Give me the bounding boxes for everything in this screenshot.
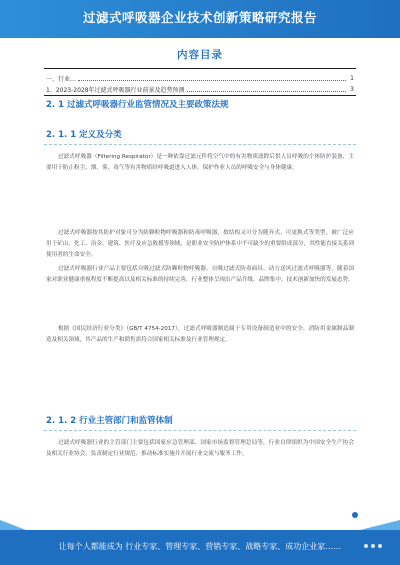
toc-leader <box>78 75 346 81</box>
footer-decoration-left <box>0 520 26 530</box>
page-marker-dot <box>352 512 358 518</box>
footer-slogan: 让每个人都能成为 行业专家、管理专家、营销专家、战略专家、成功企业家…… <box>58 542 342 551</box>
report-title: 过滤式呼吸器企业技术创新策略研究报告 <box>82 10 317 25</box>
toc-entry-label: 1、2023-2028年过滤式呼吸器行业前景及趋势预测 <box>46 86 185 94</box>
body-paragraph: 过滤式呼吸器按其防护对象可分为防颗粒物呼吸器和防毒呼吸器，按结构又可分为随弃式、可更换式等类型，被广泛应用于矿山、化工、冶金、建筑、医疗及应急救援等领域，是职业安全防护体系中不可缺少的重要组成部分，其性能直接关系到使用者的生命安全。 <box>46 230 354 259</box>
toc-top-rule <box>44 68 356 69</box>
toc-entry[interactable] <box>46 73 354 83</box>
toc-entry-page: 3 <box>350 85 354 93</box>
toc-heading: 内容目录 <box>177 49 223 61</box>
section-divider <box>44 144 356 145</box>
body-paragraph: 过滤式呼吸器行业产品主要包括自吸过滤式防颗粒物呼吸器、自吸过滤式防毒面具、动力送风过滤式呼吸器等。随着国家对职业健康重视程度不断提高以及相关标准的持续完善，行业整体呈现出产品升级、品牌集中、技术创新加快的发展态势。 <box>46 266 354 284</box>
toc-leader <box>187 86 346 92</box>
footer-dots-decoration <box>364 544 382 548</box>
report-header-banner <box>0 0 400 38</box>
footer-decoration-right <box>360 520 400 530</box>
body-paragraph: 过滤式呼吸器（Filtering Respirator）是一种依靠过滤元件将空气中的有害物质滤除后供人员呼吸的个体防护装备，主要用于防止粉尘、烟、雾、毒气等有害物质经呼吸道进入人体，保护作业人员的呼吸安全与身体健康。 <box>46 154 354 172</box>
toc-entry-label: 一、行业… <box>46 75 77 83</box>
section-divider <box>44 430 356 431</box>
body-paragraph: 过滤式呼吸器行业的主管部门主要包括国家应急管理部、国家市场监督管理总局等，行业自律组织为中国安全生产协会及相关行业协会，负责制定行业规范、推动标准实施并开展行业交流与服务工作。 <box>46 440 354 458</box>
toc-entry[interactable] <box>46 84 354 94</box>
toc-entry-page: 1 <box>350 74 354 82</box>
report-footer-banner <box>0 530 400 565</box>
body-paragraph: 根据《国民经济行业分类》（GB/T 4754-2017），过滤式呼吸器制造属于专用设备制造业中的安全、消防用金属制品制造及相关领域，其产品的生产和销售需符合国家相关标准及行业管理规定。 <box>46 326 354 344</box>
subsection-heading: 2. 1. 2 行业主管部门和监管体制 <box>46 416 173 426</box>
toc-bottom-rule <box>44 95 356 96</box>
section-heading: 2. 1 过滤式呼吸器行业监管情况及主要政策法规 <box>46 100 229 110</box>
subsection-heading: 2. 1. 1 定义及分类 <box>46 130 122 140</box>
